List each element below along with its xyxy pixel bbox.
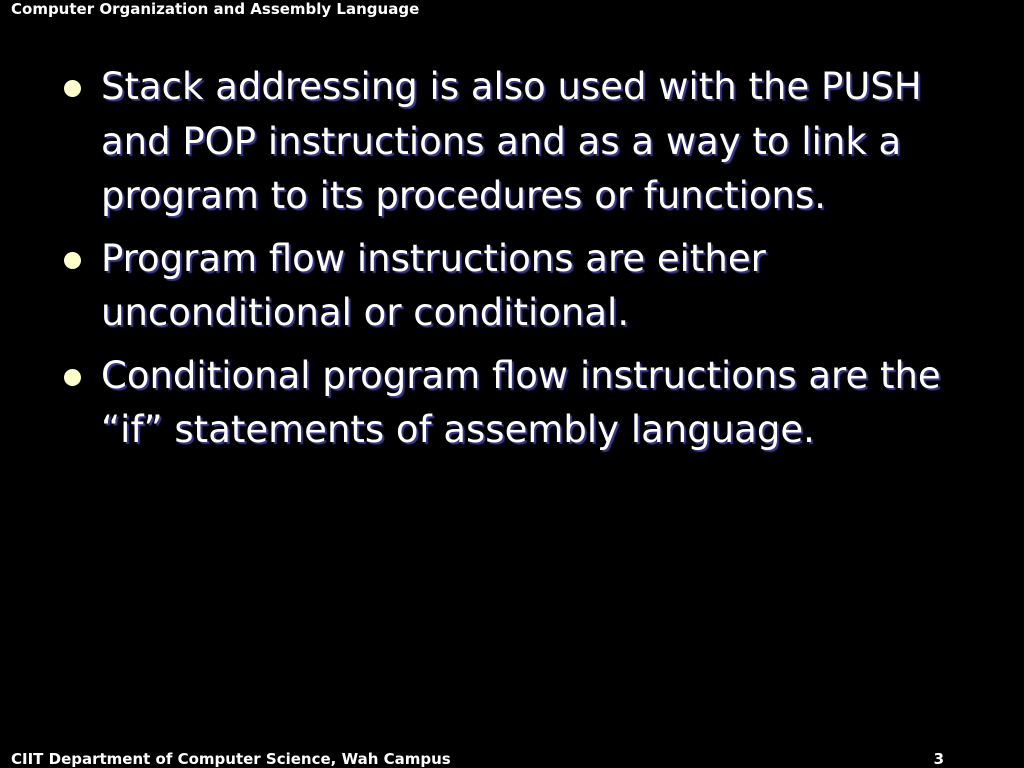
page-number: 3 [933, 750, 944, 768]
bullet-item [62, 232, 962, 341]
bullet-text: Program flow instructions are either unconditional or conditional. [101, 236, 766, 334]
header-title: Computer Organization and Assembly Language [11, 0, 420, 18]
bullet-item [62, 349, 962, 458]
bullet-text: Conditional program flow instructions are the “if” statements of assembly language. [101, 353, 941, 451]
bullet-item [62, 60, 962, 224]
footer-department: CIIT Department of Computer Science, Wah Campus [11, 750, 451, 768]
bullet-dot-icon [64, 80, 81, 97]
bullet-dot-icon [64, 369, 81, 386]
bullet-list [62, 60, 962, 466]
bullet-text: Stack addressing is also used with the PUSH and POP instructions and as a way to link a program to its procedures or functions. [101, 65, 922, 217]
bullet-dot-icon [64, 252, 81, 269]
